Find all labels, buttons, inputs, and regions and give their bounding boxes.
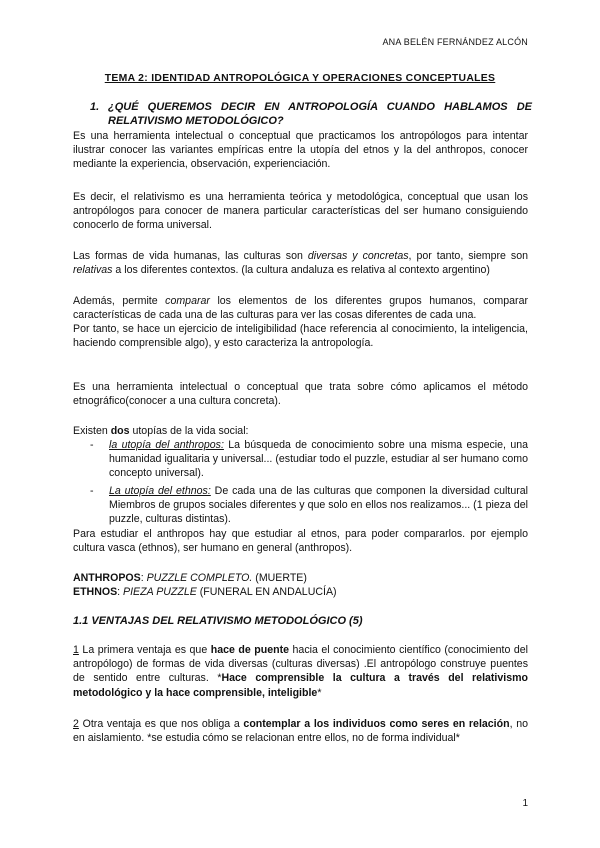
p4-emph-comparar: comparar xyxy=(165,295,210,307)
list-dash: - xyxy=(90,439,94,451)
header-author: ANA BELÉN FERNÁNDEZ ALCÓN xyxy=(382,37,528,47)
v2-c: , no en aislamiento. *se estudia cómo se relacionan entre ellos, no de forma individual* xyxy=(73,718,528,745)
list-dash: - xyxy=(90,485,94,497)
section-1-number: 1. xyxy=(90,101,100,113)
p4-c: los elementos de los diferentes grupos humanos, comparar características de cada una de las culturas para ver las cosas diferentes de cada una. xyxy=(73,295,528,322)
anthropos-note: (MUERTE) xyxy=(252,572,307,584)
paragraph-4 xyxy=(73,294,528,322)
p7-a: Existen xyxy=(73,425,111,437)
section-1-1-heading: 1.1 VENTAJAS DEL RELATIVISMO METODOLÓGICO (5) xyxy=(73,615,363,627)
paragraph-2-text: Es decir, el relativismo es una herramienta teórica y metodológica, conceptual que usan los antropólogos para conocer de manera particular características del ser humano consiguiendo conocerlo de forma universal. xyxy=(73,191,528,232)
v1-c: hacia el conocimiento científico (conocimiento del antropólogo) de formas de vida diversas (culturas diversas) .El antropólogo construye puentes de sentido entre culturas. * xyxy=(73,644,528,685)
paragraph-2 xyxy=(73,190,528,233)
paragraph-1: Es una herramienta intelectual o conceptual que practicamos los antropólogos para intentar ilustrar conocer las variantes empíricas entre la utopía del etnos y la del anthropos, conocer mediante la experiencia, observación, experienciación. xyxy=(73,130,528,171)
section-1-title: ¿QUÉ QUEREMOS DECIR EN ANTROPOLOGÍA CUANDO HABLAMOS DE RELATIVISMO METODOLÓGICO? xyxy=(108,101,532,127)
v1-e: * xyxy=(317,686,322,699)
advantage-2 xyxy=(73,717,528,745)
p3-e: a los diferentes contextos. (la cultura andaluza es relativa al contexto argentino) xyxy=(112,264,490,277)
list-text: La búsqueda de conocimiento sobre una misma especie, una humanidad igualitaria y universal... (estudiar todo el puzzle, estudiar al ser humano como concepto universal). xyxy=(109,439,528,480)
paragraph-5: Por tanto, se hace un ejercicio de inteligibilidad (hace referencia al conocimiento, la inteligencia, haciendo comprensible algo), y esto caracteriza la antropología. xyxy=(73,323,528,350)
p3-c: , por tanto, siempre son xyxy=(408,250,528,262)
paragraph-7 xyxy=(73,424,528,438)
p7-c: utopías de la vida social: xyxy=(129,425,249,437)
v1-emph-puente: hace de puente xyxy=(210,644,290,656)
p3-emph-relativas: relativas xyxy=(73,264,113,277)
advantage-1 xyxy=(73,643,528,700)
p7-emph-dos: dos xyxy=(110,425,130,437)
advantage-1-number: 1 xyxy=(73,644,79,656)
ethnos-label: ETHNOS xyxy=(73,586,118,598)
list-item xyxy=(90,438,528,481)
ethnos-line xyxy=(73,585,528,599)
v1-emph-comprensible: Hace comprensible la cultura a través del relativismo metodológico y la hace comprensible, inteligible xyxy=(73,672,528,699)
list-text: De cada una de las culturas que componen la diversidad cultural Miembros de grupos sociales diferentes y que solo en ellos nos realizamos... (1 pieza del puzzle, culturas distintas). xyxy=(109,485,528,526)
advantage-2-number: 2 xyxy=(73,718,79,730)
page-number: 1 xyxy=(522,797,528,809)
list-term: la utopía del anthropos: xyxy=(109,439,224,451)
v2-emph-relacion: contemplar a los individuos como seres en relación xyxy=(243,718,510,730)
anthropos-label: ANTHROPOS xyxy=(73,572,141,584)
document-title: TEMA 2: IDENTIDAD ANTROPOLÓGICA Y OPERACIONES CONCEPTUALES xyxy=(104,73,496,84)
v1-a: La primera ventaja es que xyxy=(78,644,211,656)
p3-a: Las formas de vida humanas, las culturas son xyxy=(73,250,308,262)
paragraph-8: Para estudiar el anthropos hay que estudiar al etnos, para poder compararlos. por ejemplo cultura vasca (ethnos), ser humano en general (anthropos). xyxy=(73,528,528,555)
anthropos-sep: : xyxy=(140,572,147,584)
anthropos-value: PUZZLE COMPLETO. xyxy=(146,572,253,584)
section-1-heading xyxy=(92,100,532,128)
ethnos-sep: : xyxy=(117,586,124,598)
ethnos-note: (FUNERAL EN ANDALUCÍA) xyxy=(196,586,337,598)
paragraph-3 xyxy=(73,249,528,277)
p3-emph-diversas: diversas y concretas xyxy=(307,250,409,262)
anthropos-line xyxy=(73,571,528,585)
ethnos-value: PIEZA PUZZLE xyxy=(123,586,197,598)
paragraph-6: Es una herramienta intelectual o conceptual que trata sobre cómo aplicamos el método etnográfico(conocer a una cultura concreta). xyxy=(73,381,528,408)
p4-a: Además, permite xyxy=(73,295,166,307)
list-item xyxy=(90,484,528,527)
list-term: La utopía del ethnos: xyxy=(109,485,211,497)
v2-a: Otra ventaja es que nos obliga a xyxy=(78,718,244,730)
